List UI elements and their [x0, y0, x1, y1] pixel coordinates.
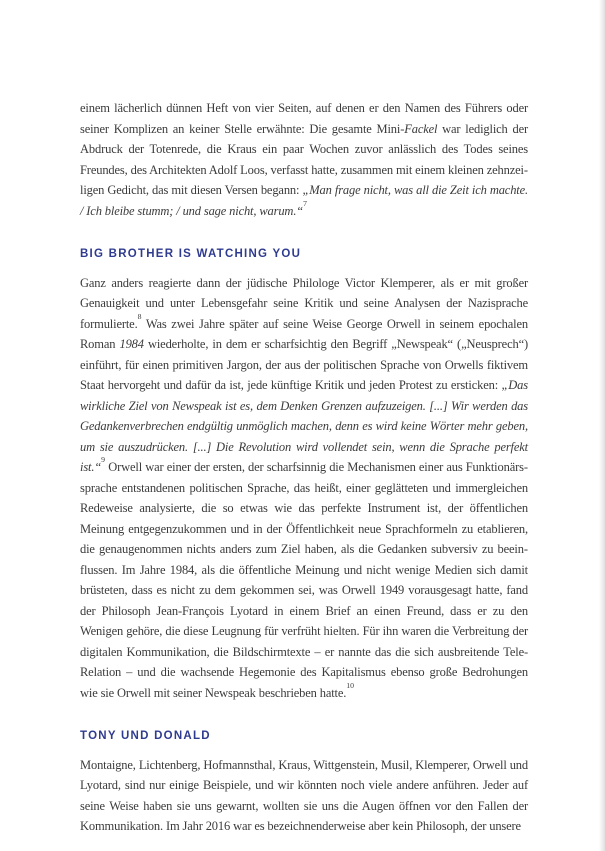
text-run: Ganz anders reagierte dann der jüdische Philologe Victor Klemperer, als er mit großer Genauigkeit und unter Lebensgefahr seine Kritik und seine Analysen der Nazisprache formulierte.	[80, 275, 528, 331]
heading-tony-und-donald: TONY UND DONALD	[80, 730, 211, 742]
paragraph-klemperer-orwell-lyotard	[80, 273, 528, 704]
page-edge-shadow	[599, 0, 605, 851]
text-run: war lediglich der Abdruck der Totenrede, die Kraus ein paar Wochen zuvor anlässlich des Todes seines Freundes, des Architekten Adolf Loos, verfasst hatte, zusammen mit einem kleinen zehnzeiligen Gedicht, das mit diesen Versen begann:	[80, 121, 528, 197]
paragraph-mini-fackel	[80, 98, 528, 221]
text-run: Was zwei Jahre später auf seine Weise George Orwell in seinem epochalen Roman	[80, 316, 528, 351]
italic-text-run: „Man frage nicht, was all die Zeit ich machte. / Ich bleibe stumm; / und sage nicht, warum.“	[80, 183, 529, 218]
italic-text-run: „Das wirkliche Ziel von Newspeak ist es, dem Denken Grenzen aufzuzeigen. [...] Wir werden das Gedankenverbrechen endgültig unmöglich machen, denn es wird keine Wörter mehr geben, um sie auszudrücken. [...] Die Revolution wird vollendet sein, wenn die Sprache perfekt ist.“	[80, 378, 528, 474]
footnote-marker: 8	[137, 311, 142, 321]
text-run: einem lächerlich dünnen Heft von vier Seiten, auf denen er den Namen des Führers oder seiner Komplizen an keiner Stelle erwähnte: Die gesamte Mini-	[80, 101, 528, 136]
text-run: Montaigne, Lichtenberg, Hofmannsthal, Kraus, Wittgenstein, Musil, Klemperer, Orwell und Lyotard, sind nur einige Beispiele, und wir könnten noch viele andere anführen. Jeder auf seine Weise haben sie uns gewarnt, wollten sie uns die Augen öffnen vor den Fallen der Kommunikation. Im Jahr 2016 war es bezeichnenderweise aber kein Philosoph, der unsere	[80, 757, 528, 833]
footnote-marker: 9	[101, 455, 106, 465]
text-block	[80, 98, 528, 837]
italic-text-run: Fackel	[404, 121, 438, 136]
paragraph-montaigne-beispiele	[80, 755, 528, 837]
heading-big-brother-is-watching-you: BIG BROTHER IS WATCHING YOU	[80, 248, 302, 260]
footnote-marker: 10	[346, 680, 355, 690]
footnote-marker: 7	[303, 198, 307, 208]
text-run: Orwell war einer der ersten, der scharfsinnig die Mechanismen einer aus Funktionärssprache entstandenen politischen Sprache, das heißt, einer geglätteten und immergleichen Redeweise analysierte, die so etwas wie das perfekte Instrument ist, der öffentlichen Meinung entgegenzukommen und in der Öffentlichkeit neue Sprachformeln zu etablieren, die genaugenommen nichts anders zum Ziel haben, als die Gedanken subversiv zu beeinflussen. Im Jahre 1984, als die öffentliche Meinung und nicht wenige Medien sich damit brüsteten, dass es nicht zu dem gekommen sei, was Orwell 1949 vorausgesagt hatte, fand der Philosoph Jean-François Lyotard in einem Brief an einen Freund, dass er zu den Wenigen gehöre, die diese Leugnung für verfrüht hielten. Für ihn waren die Verbreitung der digitalen Kommunikation, die Bildschirmtexte – er nannte das die sich ausbreitende Tele-Relation – und die wachsende Hegemonie des Kapitalismus ebenso große Bedrohungen wie sie Orwell mit seiner Newspeak beschrieben hatte.	[80, 460, 528, 700]
italic-text-run: 1984	[119, 337, 144, 351]
text-run: wiederholte, in dem er scharfsichtig den Begriff „Newspeak“ („Neusprech“) einführt, für einen primitiven Jargon, der aus der politischen Sprache von Orwells fiktivem Staat hervorgeht und dafür da ist, jede künftige Kritik und jeden Protest zu ersticken:	[80, 337, 528, 392]
